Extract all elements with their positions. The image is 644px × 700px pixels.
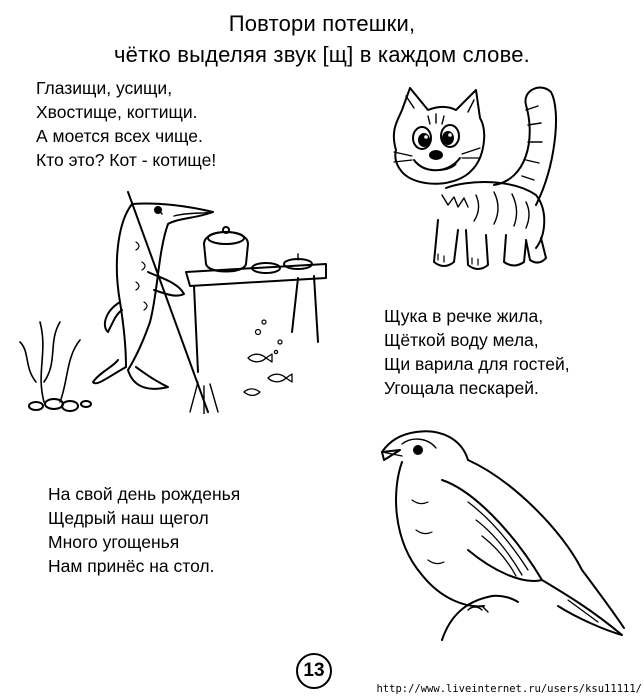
pike-illustration bbox=[8, 182, 348, 414]
poem-line: Щука в речке жила, bbox=[384, 306, 544, 326]
poem-line: Нам принёс на стол. bbox=[48, 556, 215, 576]
poem-line: На свой день рожденья bbox=[48, 484, 241, 504]
poem-line: Кто это? Кот - котище! bbox=[36, 150, 217, 170]
title-line-2: чётко выделяя звук [щ] в каждом слове. bbox=[114, 42, 530, 67]
title-line-1: Повтори потешки, bbox=[228, 11, 416, 36]
page-number-text: 13 bbox=[303, 660, 325, 681]
goldfinch-illustration bbox=[372, 410, 628, 642]
poem-line: Щёткой воду мела, bbox=[384, 330, 539, 350]
poem-pike bbox=[384, 304, 570, 400]
poem-line: Много угощенья bbox=[48, 532, 180, 552]
page-title bbox=[0, 8, 644, 70]
poem-line: А моется всех чище. bbox=[36, 126, 203, 146]
cat-illustration bbox=[376, 70, 566, 285]
poem-line: Хвостище, когтищи. bbox=[36, 102, 198, 122]
poem-line: Угощала пескарей. bbox=[384, 378, 539, 398]
page-number bbox=[296, 653, 332, 689]
poem-cat bbox=[36, 76, 216, 172]
poem-line: Щедрый наш щегол bbox=[48, 508, 209, 528]
watermark-url: http://www.liveinternet.ru/users/ksu11111/ bbox=[376, 683, 642, 695]
poem-goldfinch bbox=[48, 482, 240, 578]
poem-line: Щи варила для гостей, bbox=[384, 354, 570, 374]
poem-line: Глазищи, усищи, bbox=[36, 78, 173, 98]
